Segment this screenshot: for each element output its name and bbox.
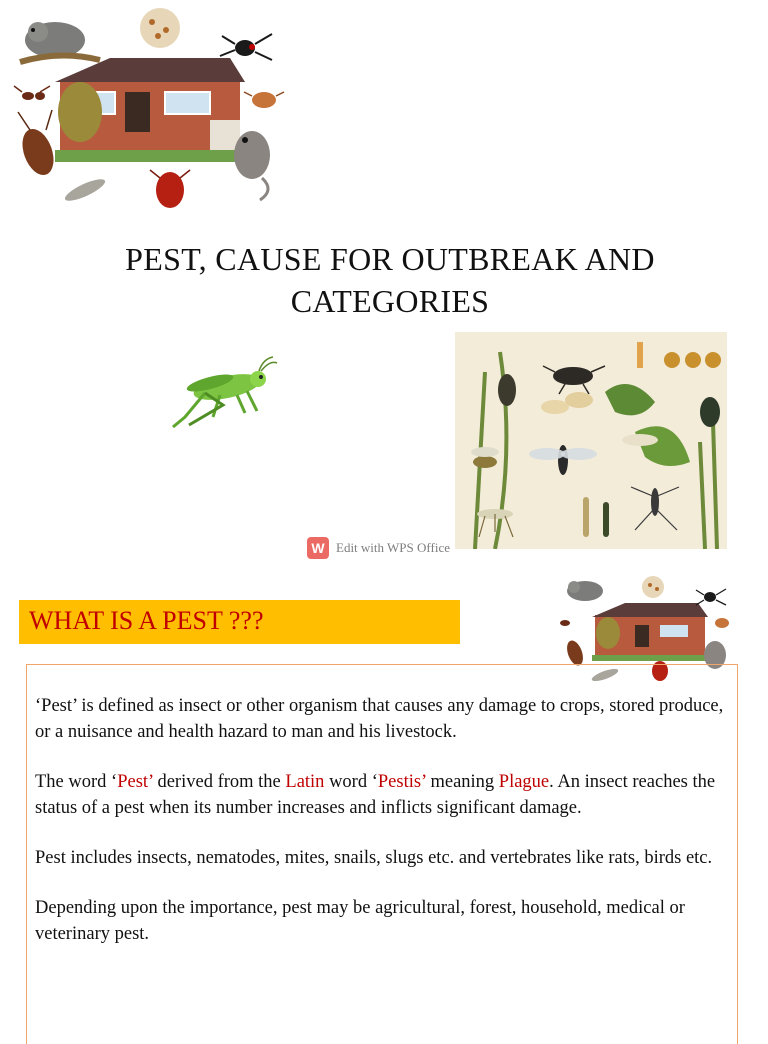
text-run: meaning: [425, 772, 499, 792]
section-heading: WHAT IS A PEST ???: [19, 600, 460, 644]
house-pests-collage-image: [0, 0, 300, 225]
termites-icon: [140, 8, 180, 48]
text-run: word ‘: [324, 772, 378, 792]
spider-icon: [220, 34, 272, 60]
term-pest: Pest’: [117, 772, 153, 792]
paragraph-categories: Depending upon the importance, pest may be agricultural, forest, household, medical or veterinary pest.: [35, 898, 685, 944]
house-icon: [592, 603, 712, 661]
slide-title: [40, 238, 740, 322]
paragraph-definition: ‘Pest’ is defined as insect or other organism that causes any damage to crops, stored produce, or a nuisance and health hazard to man and his livestock.: [35, 696, 724, 742]
insect-plate-image: [455, 332, 727, 549]
spider-icon: [696, 589, 726, 605]
grasshopper-image: [165, 355, 285, 435]
wps-watermark[interactable]: [307, 537, 450, 559]
rat-icon: [234, 131, 270, 200]
wps-logo-icon: W: [307, 537, 329, 559]
beetle-icon: [498, 374, 516, 406]
tick-icon: [715, 618, 729, 628]
beetle-icon: [700, 397, 720, 427]
slide-title-line1: PEST, CAUSE FOR OUTBREAK AND: [125, 241, 655, 277]
tick-icon: [244, 92, 284, 108]
term-plague: Plague: [498, 772, 550, 792]
slide-title-line2: CATEGORIES: [290, 283, 490, 319]
grasshopper-icon: [173, 357, 277, 427]
text-run: . An insect reaches the status of a pest when its number increases and inflicts significant damage.: [35, 772, 716, 818]
bedbug-icon: [150, 170, 190, 208]
ant-icon: [560, 620, 570, 626]
termites-icon: [642, 576, 664, 598]
text-run: The word ‘: [35, 772, 118, 792]
cockroach-icon: [17, 110, 60, 179]
paragraph-etymology: [35, 769, 727, 821]
silverfish-icon: [63, 175, 108, 204]
term-latin: Latin: [285, 772, 325, 792]
text-run: derived from the: [152, 772, 286, 792]
possum-icon: [567, 581, 603, 601]
house-icon: [55, 58, 255, 162]
possum-icon: [20, 22, 100, 62]
wps-watermark-text: Edit with WPS Office: [336, 540, 450, 555]
definition-text-box: [26, 664, 738, 1044]
paragraph-pest-includes: Pest includes insects, nematodes, mites, snails, slugs etc. and vertebrates like rats, birds etc.: [35, 848, 713, 868]
term-pestis: Pestis’: [377, 772, 426, 792]
ant-icon: [14, 86, 50, 100]
